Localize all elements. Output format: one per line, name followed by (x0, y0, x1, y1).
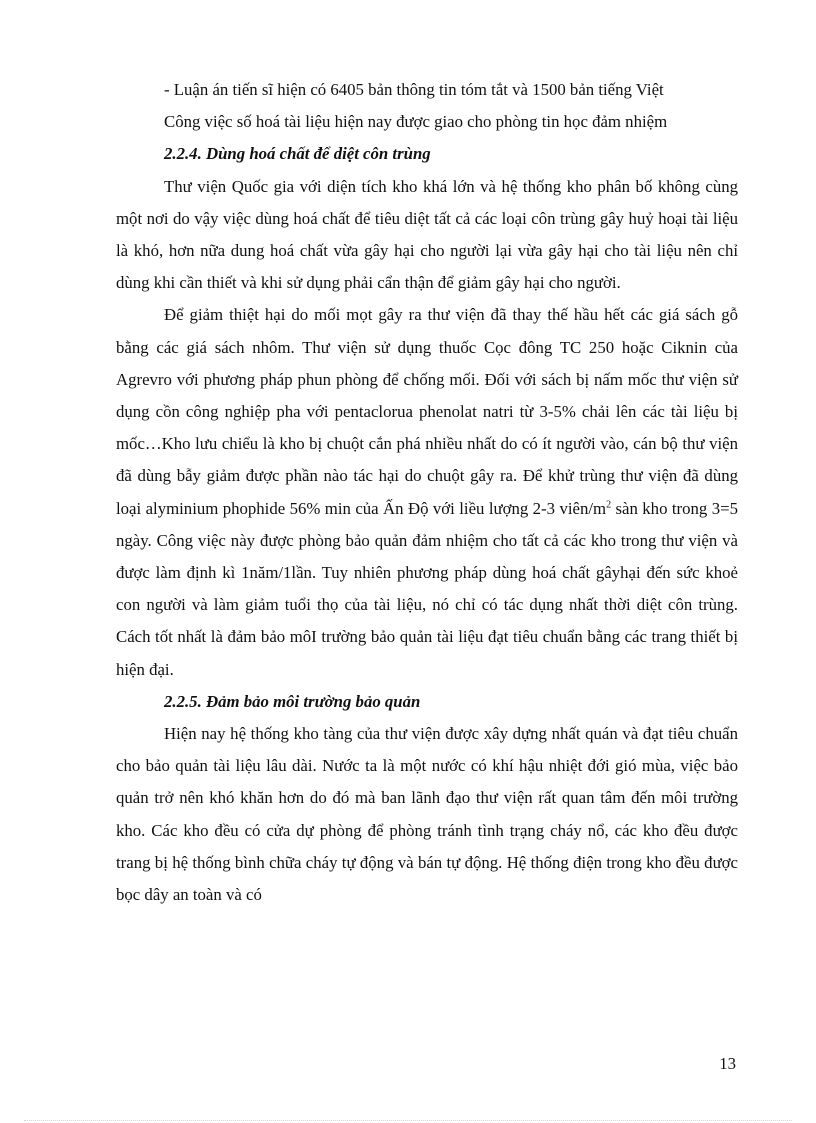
paragraph-storage-environment: Hiện nay hệ thống kho tàng của thư viện được xây dựng nhất quán và đạt tiêu chuẩn cho bảo quản tài liệu lâu dài. Nước ta là một nước có khí hậu nhiệt đới gió mùa, việc bảo quản trở nên khó khăn hơn do đó mà ban lãnh đạo thư viện rất quan tâm đến môi trường kho. Các kho đều có cửa dự phòng để phòng tránh tình trạng cháy nổ, các kho đều được trang bị hệ thống bình chữa cháy tự động và bán tự động. Hệ thống điện trong kho đều được bọc dây an toàn và có (116, 724, 738, 905)
page-number: 13 (719, 1054, 736, 1073)
termite-text-part-1: Để giảm thiệt hại do mối mọt gây ra thư viện đã thay thế hầu hết các giá sách gỗ bằng các giá sách nhôm. Thư viện sử dụng thuốc Cọc đông TC 250 hoặc Ciknin của Agrevro với phương pháp phun phòng để chống mối. Đối với sách bị nấm mốc thư viện sử dụng cồn công nghiệp pha với pentaclorua phenolat natri từ 3-5% chải lên các tài liệu bị mốc…Kho lưu chiểu là kho bị chuột cắn phá nhiều nhất do có ít người vào, cán bộ thư viện đã dùng bẫy giảm được phần nào tác hại do chuột gây ra. Để khử trùng thư viện đã dùng loại alyminium phophide 56% min của Ấn Độ với liều lượng 2-3 viên/m (116, 305, 738, 518)
paragraph-digitization: Công việc số hoá tài liệu hiện nay được giao cho phòng tin học đảm nhiệm (164, 112, 668, 132)
paragraph-chemical-use: Thư viện Quốc gia với diện tích kho khá lớn và hệ thống kho phân bố không cùng một nơi do vậy việc dùng hoá chất để tiêu diệt tất cả các loại côn trùng gây huỷ hoại tài liệu là khó, hơn nữa dung hoá chất vừa gây hại cho người lại vừa gây hại cho tài liệu nên chỉ dùng khi cần thiết và khi sử dụng phải cẩn thận để giảm gây hại cho người. (116, 176, 738, 293)
paragraph-termite-control (116, 299, 738, 685)
section-heading-2-2-4: 2.2.4. Dùng hoá chất để diệt côn trùng (164, 144, 431, 164)
superscript-2: 2 (606, 499, 612, 511)
section-heading-2-2-5: 2.2.5. Đảm bảo môi trường bảo quản (164, 691, 421, 711)
document-page (116, 74, 738, 911)
paragraph-thesis-count: - Luận án tiến sĩ hiện có 6405 bản thông tin tóm tắt và 1500 bản tiếng Việt (164, 80, 664, 99)
termite-text-part-2: sàn kho trong 3=5 ngày. Công việc này được phòng bảo quản đảm nhiệm cho tất cả các kho trong thư viện và được làm định kì 1năm/1lần. Tuy nhiên phương pháp dùng hoá chất gâyhại đến sức khoẻ con người và làm giảm tuổi thọ của tài liệu, nó chỉ có tác dụng nhất thời diệt côn trùng. Cách tốt nhất là đảm bảo môI trường bảo quản tài liệu đạt tiêu chuẩn bằng các trang thiết bị hiện đại. (116, 498, 738, 679)
footer-divider (24, 1120, 792, 1121)
